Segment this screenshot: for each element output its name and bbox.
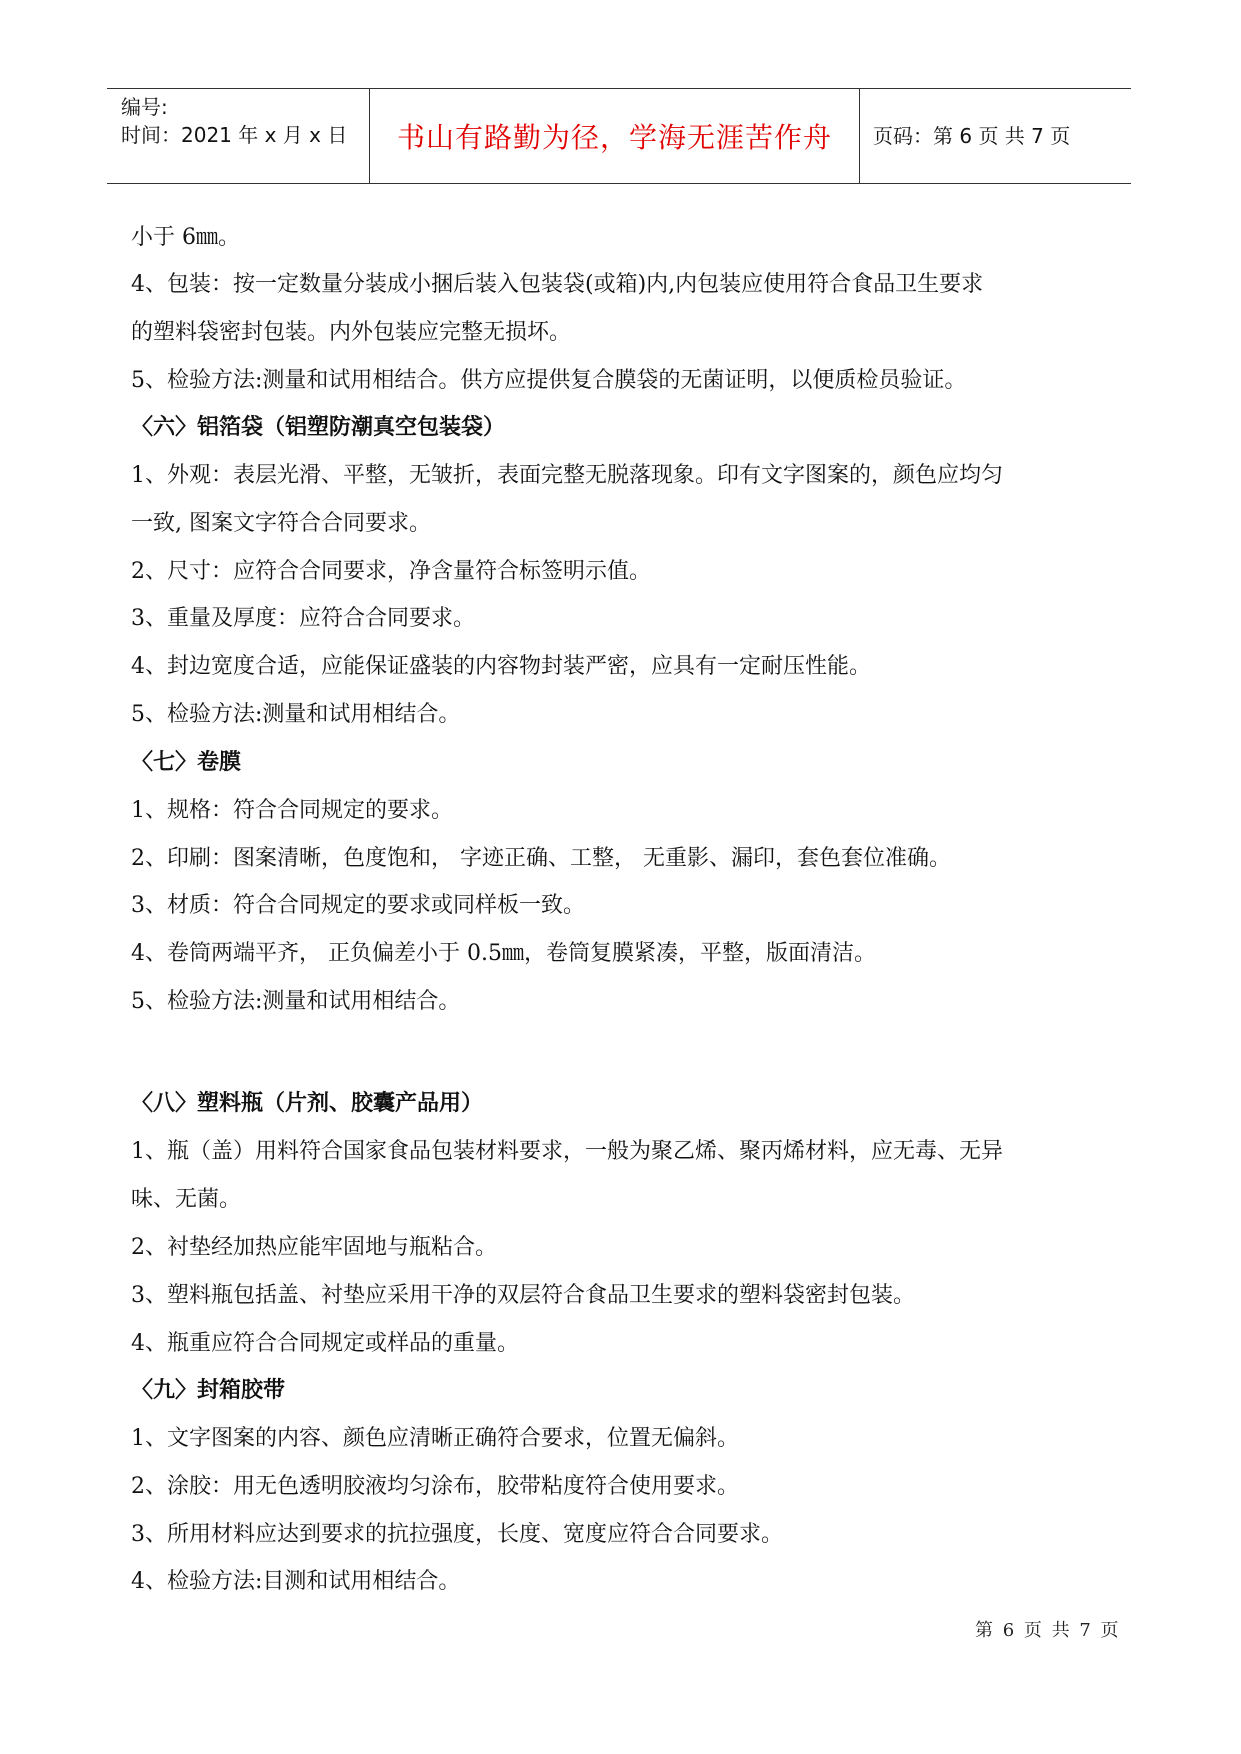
header-motto-cell bbox=[369, 89, 860, 183]
body-line: 1、规格：符合合同规定的要求。 bbox=[131, 798, 453, 823]
section-heading-6: 〈六〉铝箔袋（铝塑防潮真空包装袋） bbox=[131, 415, 506, 440]
body-line: 小于 6㎜。 bbox=[131, 225, 240, 250]
section-heading-9: 〈九〉封箱胶带 bbox=[131, 1378, 286, 1403]
body-line: 3、材质：符合合同规定的要求或同样板一致。 bbox=[131, 893, 585, 918]
body-line: 5、检验方法:测量和试用相结合。 bbox=[131, 702, 461, 727]
header-page-cell bbox=[860, 89, 1131, 183]
body-line: 4、包装：按一定数量分装成小捆后装入包装袋(或箱)内,内包装应使用符合食品卫生要求 bbox=[131, 272, 984, 297]
body-line: 4、卷筒两端平齐， 正负偏差小于 0.5㎜，卷筒复膜紧凑，平整，版面清洁。 bbox=[131, 941, 876, 966]
body-line: 5、检验方法:测量和试用相结合。 bbox=[131, 989, 461, 1014]
body-line: 1、外观：表层光滑、平整，无皱折，表面完整无脱落现象。印有文字图案的，颜色应均匀 bbox=[131, 463, 1004, 488]
body-line: 味、无菌。 bbox=[131, 1187, 242, 1212]
body-line: 3、重量及厚度：应符合合同要求。 bbox=[131, 606, 475, 631]
section-heading-8: 〈八〉塑料瓶（片剂、胶囊产品用） bbox=[131, 1091, 484, 1116]
section-heading-7: 〈七〉卷膜 bbox=[131, 750, 242, 775]
body-line: 的塑料袋密封包装。内外包装应完整无损坏。 bbox=[131, 320, 572, 345]
body-line: 1、文字图案的内容、颜色应清晰正确符合要求，位置无偏斜。 bbox=[131, 1426, 739, 1451]
page-footer: 第 6 页 共 7 页 bbox=[975, 1620, 1119, 1641]
body-line: 2、尺寸：应符合合同要求，净含量符合标签明示值。 bbox=[131, 559, 651, 584]
body-line: 一致, 图案文字符合合同要求。 bbox=[131, 511, 431, 536]
body-line: 2、印刷：图案清晰，色度饱和， 字迹正确、工整， 无重影、漏印，套色套位准确。 bbox=[131, 846, 951, 871]
document-time-label: 时间：2021 年 x 月 x 日 bbox=[121, 123, 348, 147]
header-page-number: 页码：第 6 页 共 7 页 bbox=[873, 124, 1071, 148]
page-header bbox=[107, 88, 1131, 184]
motto-text: 书山有路勤为径，学海无涯苦作舟 bbox=[396, 121, 832, 154]
body-line: 5、检验方法:测量和试用相结合。供方应提供复合膜袋的无菌证明，以便质检员验证。 bbox=[131, 368, 967, 393]
document-number-label: 编号: bbox=[121, 95, 168, 119]
body-line: 1、瓶（盖）用料符合国家食品包装材料要求，一般为聚乙烯、聚丙烯材料，应无毒、无异 bbox=[131, 1139, 1004, 1164]
body-line: 4、检验方法:目测和试用相结合。 bbox=[131, 1569, 461, 1594]
body-line: 3、所用材料应达到要求的抗拉强度，长度、宽度应符合合同要求。 bbox=[131, 1522, 783, 1547]
body-line: 2、衬垫经加热应能牢固地与瓶粘合。 bbox=[131, 1235, 497, 1260]
header-left-cell bbox=[107, 89, 369, 183]
body-line: 3、塑料瓶包括盖、衬垫应采用干净的双层符合食品卫生要求的塑料袋密封包装。 bbox=[131, 1283, 915, 1308]
body-line: 2、涂胶：用无色透明胶液均匀涂布，胶带粘度符合使用要求。 bbox=[131, 1474, 739, 1499]
body-line: 4、封边宽度合适，应能保证盛装的内容物封装严密，应具有一定耐压性能。 bbox=[131, 654, 871, 679]
body-line: 4、瓶重应符合合同规定或样品的重量。 bbox=[131, 1331, 519, 1356]
